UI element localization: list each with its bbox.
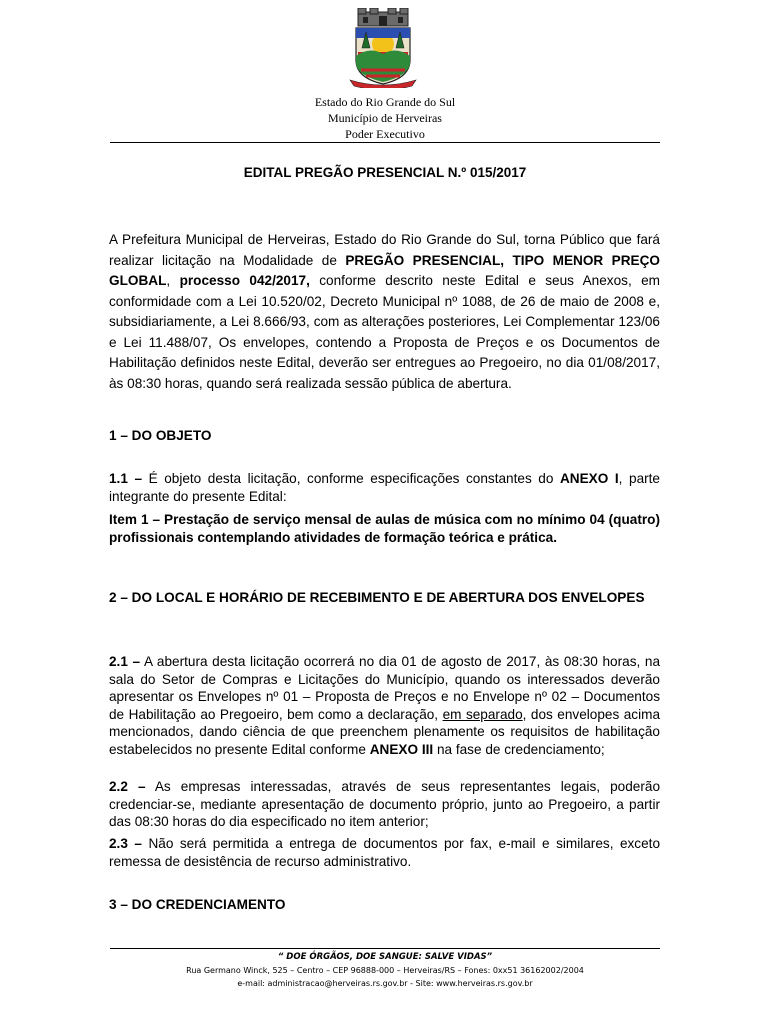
letterhead-state: Estado do Rio Grande do Sul [314, 95, 456, 109]
letterhead-branch: Poder Executivo [345, 127, 425, 141]
header-rule [110, 142, 660, 143]
item-text: na fase de credenciamento; [433, 741, 605, 757]
intro-text-1: A Prefeitura Municipal de Herveiras, Estado do Rio Grande do Sul, torna Público que fará realizar licitação na Modalidade de [109, 232, 660, 268]
municipal-coat-of-arms [348, 8, 418, 88]
item-number: 1.1 – [109, 471, 143, 486]
item-2-1 [109, 653, 660, 758]
object-item-1: Item 1 – Prestação de serviço mensal de aulas de música com no mínimo 04 (quatro) profissionais contemplando atividades de formação teórica e prática. [109, 512, 660, 545]
document-title: EDITAL PREGÃO PRESENCIAL N.º 015/2017 [243, 165, 527, 180]
section-3-heading: 3 – DO CREDENCIAMENTO [109, 897, 286, 912]
intro-paragraph [109, 230, 660, 394]
section-1-heading: 1 – DO OBJETO [109, 428, 212, 443]
item-text: , parte integrante do presente Edital: [109, 471, 660, 504]
section-2-heading: 2 – DO LOCAL E HORÁRIO DE RECEBIMENTO E DE ABERTURA DOS ENVELOPES [109, 590, 645, 605]
intro-text-2: , [166, 273, 180, 288]
item-2-2 [109, 778, 660, 831]
intro-modality: PREGÃO PRESENCIAL, TIPO MENOR PREÇO GLOBAL [109, 252, 661, 288]
footer-motto: “ DOE ÓRGÃOS, DOE SANGUE: SALVE VIDAS” [277, 952, 493, 962]
item-number: 2.2 – [109, 779, 146, 794]
annex-reference: ANEXO I [559, 471, 619, 486]
item-text: É objeto desta licitação, conforme especificações constantes do [142, 471, 560, 486]
footer-contact: e-mail: administracao@herveiras.rs.gov.br - Site: www.herveiras.rs.gov.br [237, 979, 533, 988]
item-text: Não será permitida a entrega de documentos por fax, e-mail e similares, exceto remessa de desistência de recurso administrativo. [109, 836, 661, 869]
item-text: , dos envelopes acima mencionados, dando ciência de que preenchem plenamente os requisitos de habilitação estabelecidos no presente Edital conforme [109, 706, 661, 757]
footer-rule [110, 948, 660, 949]
item-number: 2.1 – [109, 654, 141, 669]
item-text: A abertura desta licitação ocorrerá no dia 01 de agosto de 2017, às 08:30 horas, na sala do Setor de Compras e Licitações do Município, quando os interessados deverão apresentar os Envelopes nº 01 – Proposta de Preços e no Envelope nº 02 – Documentos de Habilitação ao Pregoeiro, bem como a declaração, [109, 654, 661, 722]
item-2-3 [109, 835, 660, 870]
intro-process: processo 042/2017, [179, 273, 310, 288]
intro-text-3: conforme descrito neste Edital e seus Anexos, em conformidade com a Lei 10.520/02, Decreto Municipal nº 1088, de 26 de maio de 2008 e, subsidiariamente, a Lei 8.666/93, com as alterações posteriores, Lei Complementar 123/06 e Lei 11.488/07, Os envelopes, contendo a Proposta de Preços e os Documentos de Habilitação definidos neste Edital, deverão ser entregues ao Pregoeiro, no dia 01/08/2017, às 08:30 horas, quando será realizada sessão pública de abertura. [109, 273, 660, 391]
annex-reference: ANEXO III [369, 741, 434, 757]
item-text: As empresas interessadas, através de seus representantes legais, poderão credenciar-se, mediante apresentação de documento próprio, junto ao Pregoeiro, a partir das 08:30 horas do dia especificado no item anterior; [109, 779, 661, 829]
separate-emphasis: em separado [442, 706, 523, 722]
letterhead [0, 94, 770, 142]
item-1-1 [109, 470, 660, 505]
letterhead-municipality: Município de Herveiras [328, 111, 442, 125]
item-number: 2.3 – [109, 836, 142, 851]
footer-address: Rua Germano Winck, 525 – Centro – CEP 96888-000 – Herveiras/RS – Fones: 0xx51 36162002/2004 [186, 966, 584, 975]
